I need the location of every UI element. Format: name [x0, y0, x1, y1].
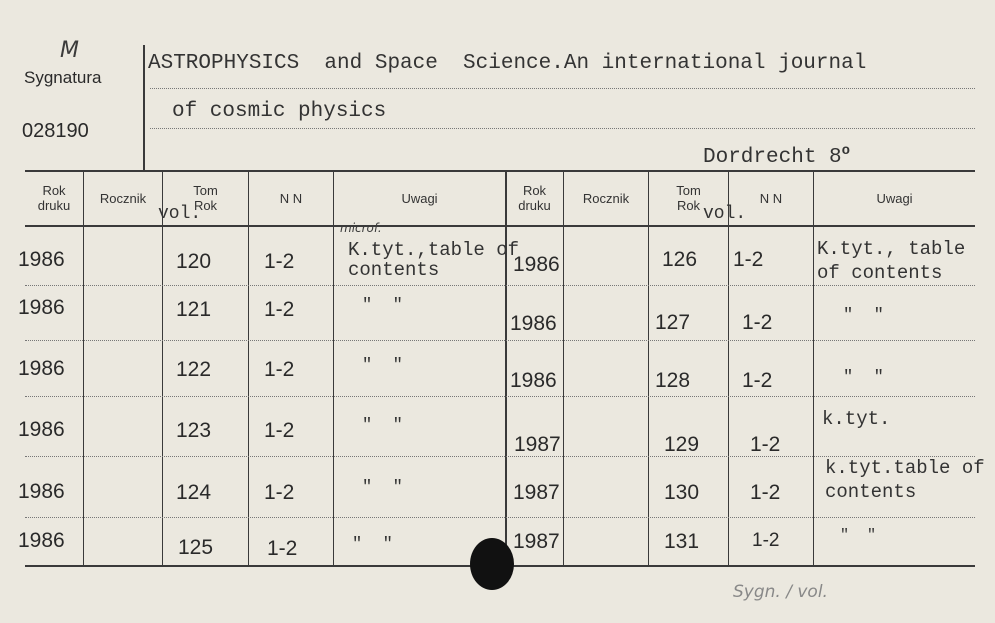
uwagi-cell: " " [843, 368, 884, 387]
table-top-rule [25, 170, 975, 172]
place-text: Dordrecht 8 [703, 146, 842, 169]
nn-cell: 1-2 [264, 481, 295, 504]
nn-cell: 1-2 [750, 433, 781, 456]
uwagi-cell: k.tyt. [822, 408, 891, 430]
tom-cell: 130 [664, 481, 700, 504]
nn-cell: 1-2 [264, 419, 295, 442]
vol-stamp-left: vol. [158, 204, 202, 224]
place-format: o [841, 143, 851, 159]
tom-cell: 126 [662, 248, 698, 271]
rok-cell: 1987 [513, 481, 560, 504]
nn-cell: 1-2 [742, 369, 773, 392]
uwagi-cell: " " [352, 535, 393, 554]
rok-cell: 1987 [513, 530, 560, 553]
col-nn-right: N N [759, 191, 783, 206]
journal-title: ASTROPHYSICS and Space Science.An international journal [148, 52, 867, 75]
journal-subtitle: of cosmic physics [172, 100, 387, 123]
rok-cell: 1986 [18, 248, 65, 271]
punch-hole [470, 538, 514, 590]
vol-stamp-right: vol. [703, 204, 747, 224]
title-underline [150, 88, 975, 89]
nn-cell: 1-2 [742, 311, 773, 334]
uwagi-cell: k.tyt.table of contents [825, 457, 985, 503]
nn-cell: 1-2 [750, 481, 781, 504]
col-uwagi: Uwagi [401, 191, 438, 206]
rok-cell: 1986 [18, 480, 65, 503]
uwagi-cell: " " [362, 296, 403, 315]
signature-number: 028190 [22, 120, 89, 142]
tom-cell: 121 [176, 298, 212, 321]
rok-cell: 1986 [18, 296, 65, 319]
subtitle-underline [150, 128, 975, 129]
tom-cell: 131 [664, 530, 700, 553]
nn-cell: 1-2 [264, 298, 295, 321]
nn-cell: 1-2 [267, 537, 298, 560]
publication-place [703, 143, 850, 169]
tom-cell: 125 [178, 536, 214, 559]
rok-cell: 1986 [513, 253, 560, 276]
table-header-rule [25, 225, 975, 227]
col-rok-druku: Rok druku [37, 183, 71, 213]
rok-cell: 1986 [510, 369, 557, 392]
handwritten-annotation: microf. [340, 221, 382, 235]
col-rocznik: Rocznik [99, 191, 147, 206]
rok-cell: 1987 [514, 433, 561, 456]
uwagi-cell: " " [840, 527, 877, 544]
footer-handwritten-note: Sygn. / vol. [733, 582, 828, 602]
nn-cell: 1-2 [264, 358, 295, 381]
sygnatura-label: Sygnatura [24, 68, 102, 87]
uwagi-cell: " " [362, 356, 403, 375]
uwagi-cell: " " [362, 478, 403, 497]
tom-cell: 122 [176, 358, 212, 381]
rok-cell: 1986 [510, 312, 557, 335]
uwagi-cell: " " [362, 416, 403, 435]
uwagi-cell: K.tyt., table of contents [817, 238, 966, 284]
tom-cell: 124 [176, 481, 212, 504]
tom-cell: 120 [176, 250, 212, 273]
nn-cell: 1-2 [733, 248, 764, 271]
tom-cell: 127 [655, 311, 691, 334]
col-nn: N N [279, 191, 303, 206]
handwritten-mark: M [60, 38, 79, 63]
nn-cell: 1-2 [752, 530, 780, 551]
header-divider [143, 45, 145, 170]
uwagi-cell: K.tyt.,table of contents [348, 239, 520, 281]
rok-cell: 1986 [18, 418, 65, 441]
rok-cell: 1986 [18, 529, 65, 552]
tom-cell: 123 [176, 419, 212, 442]
col-tom-rok: Tom Rok [193, 183, 218, 213]
col-uwagi-right: Uwagi [876, 191, 913, 206]
tom-cell: 128 [655, 369, 691, 392]
col-rok-druku-right: Rok druku [518, 183, 551, 213]
col-rocznik-right: Rocznik [582, 191, 630, 206]
col-tom-rok-right: Tom Rok [676, 183, 701, 213]
rok-cell: 1986 [18, 357, 65, 380]
nn-cell: 1-2 [264, 250, 295, 273]
tom-cell: 129 [664, 433, 700, 456]
uwagi-cell: " " [843, 306, 884, 325]
